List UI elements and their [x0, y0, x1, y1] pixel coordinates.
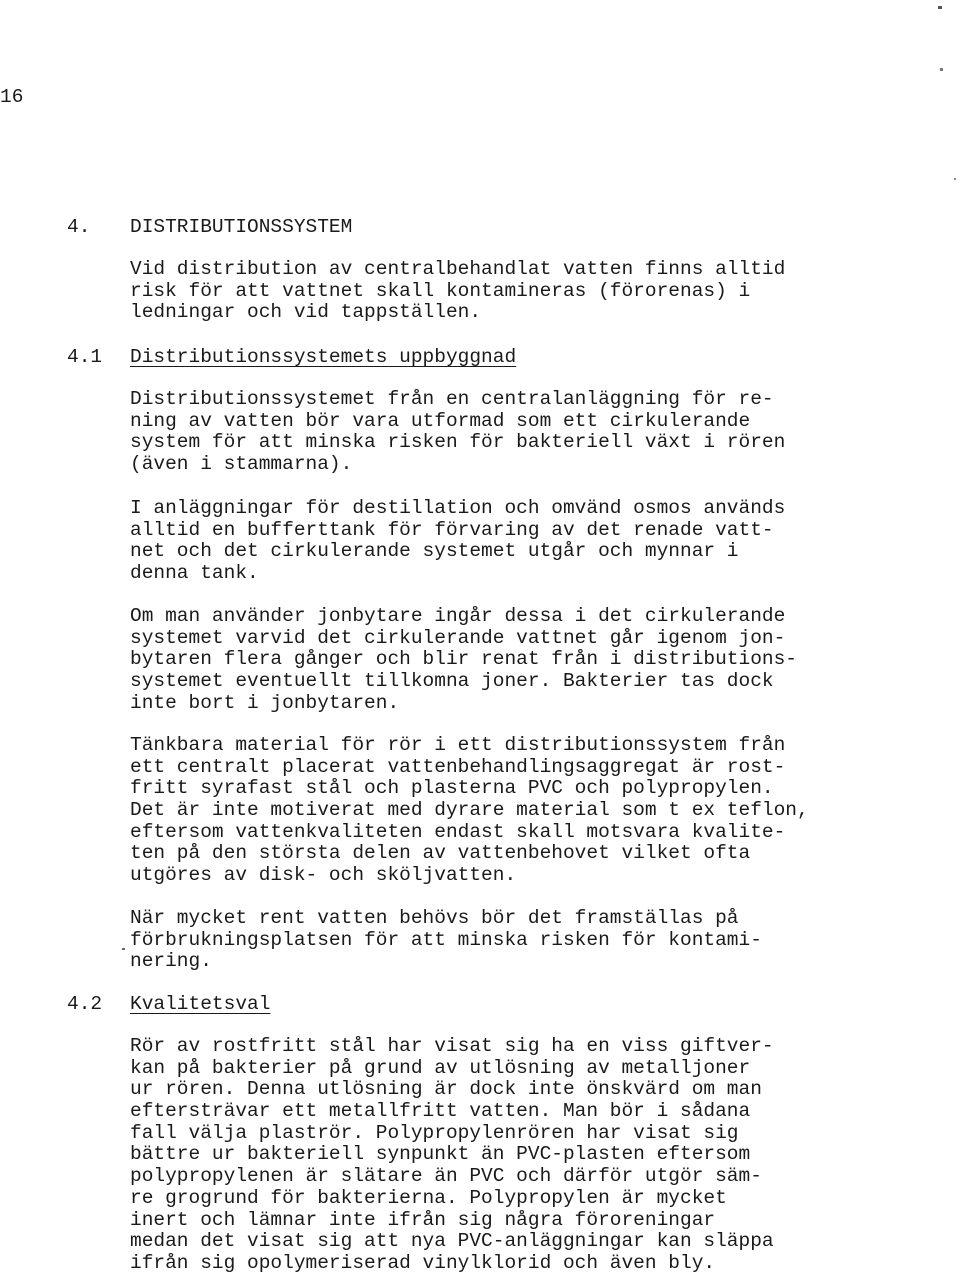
section-4-2-title: Kvalitetsval: [130, 993, 271, 1015]
text-line: Vid distribution av centralbehandlat vatten finns alltid: [130, 258, 786, 280]
scan-speck: [938, 6, 942, 9]
text-line: ning av vatten bör vara utformad som ett cirkulerande: [130, 409, 751, 432]
text-line: net och det cirkulerande systemet utgår och mynnar i: [130, 540, 739, 563]
text-line: fritt syrafast stål och plasterna PVC och polypropylen.: [130, 777, 774, 800]
text-line: bättre ur bakteriell synpunkt än PVC-plasten eftersom: [130, 1143, 751, 1166]
text-line: Distributionssystemet från en centralanläggning för re-: [130, 388, 774, 410]
text-line: Rör av rostfritt stål har visat sig ha en viss giftver-: [130, 1035, 774, 1057]
text-line: bytaren flera gånger och blir renat från i distributions-: [130, 648, 798, 671]
text-line: När mycket rent vatten behövs bör det framställas på: [130, 907, 739, 929]
section-4-1-number: 4.1: [67, 346, 103, 368]
text-line: kan på bakterier på grund av utlösning av metalljoner: [130, 1056, 751, 1079]
text-line: inte bort i jonbytaren.: [130, 691, 400, 714]
scan-speck: [122, 948, 125, 950]
paragraph: [130, 498, 785, 585]
text-line: systemet varvid det cirkulerande vattnet går igenom jon-: [130, 626, 786, 649]
text-line: inert och lämnar inte ifrån sig några föroreningar: [130, 1208, 716, 1231]
text-line: ett centralt placerat vattenbehandlingsaggregat är rost-: [130, 755, 786, 778]
section-4-number: 4.: [67, 216, 91, 238]
text-line: systemet eventuellt tillkomna joner. Bakterier tas dock: [130, 670, 774, 693]
text-line: Tänkbara material för rör i ett distributionssystem från: [130, 734, 786, 756]
page-number: 16: [0, 86, 24, 108]
text-line: medan det visat sig att nya PVC-anläggningar kan släppa: [130, 1230, 774, 1253]
text-line: eftersträvar ett metallfritt vatten. Man bör i sådana: [130, 1100, 751, 1123]
text-line: Om man använder jonbytare ingår dessa i det cirkulerande: [130, 605, 786, 627]
section-4-1-title: Distributionssystemets uppbyggnad: [130, 346, 517, 368]
paragraph: [130, 389, 785, 476]
text-line: polypropylenen är slätare än PVC och därför utgör säm-: [130, 1165, 762, 1188]
section-4-2-number: 4.2: [67, 993, 103, 1015]
text-line: fall välja plaströr. Polypropylenrören har visat sig: [130, 1121, 739, 1144]
text-line: Det är inte motiverat med dyrare material som t ex teflon,: [130, 799, 809, 822]
text-line: ur rören. Denna utlösning är dock inte önskvärd om man: [130, 1078, 762, 1101]
paragraph: [130, 606, 797, 714]
text-line: system för att minska risken för bakteriell växt i rören: [130, 431, 786, 454]
text-line: ledningar och vid tappställen.: [130, 301, 482, 324]
paragraph: [130, 1036, 774, 1275]
scan-speck: [940, 68, 943, 71]
text-line: förbrukningsplatsen för att minska risken för kontami-: [130, 928, 762, 951]
text-line: eftersom vattenkvaliteten endast skall motsvara kvalite-: [130, 820, 786, 843]
text-line: ifrån sig opolymeriserad vinylklorid och även bly.: [130, 1251, 716, 1274]
paragraph: [130, 908, 762, 973]
text-line: utgöres av disk- och sköljvatten.: [130, 864, 517, 887]
text-line: nering.: [130, 950, 212, 973]
section-4-title: DISTRIBUTIONSSYSTEM: [130, 216, 353, 238]
text-line: (även i stammarna).: [130, 453, 353, 476]
text-line: I anläggningar för destillation och omvänd osmos används: [130, 497, 786, 519]
text-line: denna tank.: [130, 562, 259, 585]
paragraph: [130, 735, 809, 887]
text-line: ten på den största delen av vattenbehovet vilket ofta: [130, 842, 751, 865]
section-4-intro: [130, 259, 785, 324]
text-line: risk för att vattnet skall kontamineras (förorenas) i: [130, 279, 751, 302]
text-line: alltid en bufferttank för förvaring av det renade vatt-: [130, 518, 774, 541]
text-line: re grogrund för bakterierna. Polypropylen är mycket: [130, 1186, 727, 1209]
scan-speck: [954, 178, 956, 180]
